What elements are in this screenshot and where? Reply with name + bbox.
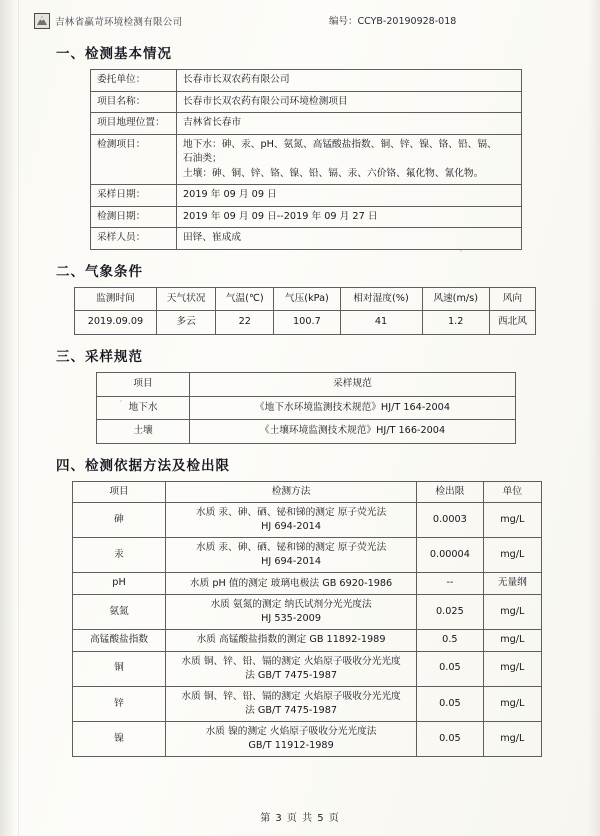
method-unit-nickel: mg/L	[483, 721, 541, 756]
basic-label-samplers: 采样人员：	[91, 228, 177, 250]
method-header-limit: 检出限	[417, 481, 484, 503]
basic-items-line2: 石油类；	[183, 153, 222, 165]
page-fold-line	[18, 0, 19, 836]
basic-value-sampling-date: 2019 年 09 月 09 日	[177, 185, 522, 207]
weather-table	[74, 287, 536, 335]
method-unit-arsenic: mg/L	[483, 503, 541, 538]
table-row	[73, 538, 542, 573]
method-item-zinc: 锌	[73, 686, 166, 721]
basic-label-items: 检测项目：	[91, 134, 177, 185]
table-header-row	[73, 481, 542, 503]
method-unit-copper: mg/L	[483, 651, 541, 686]
method-header-method: 检测方法	[166, 481, 417, 503]
table-row	[91, 113, 522, 135]
table-row	[91, 134, 522, 185]
spec-standard-groundwater: 《地下水环境监测技术规范》HJ/T 164-2004	[190, 396, 516, 420]
spec-header-item: 项目	[97, 373, 190, 397]
method-item-permanganate: 高锰酸盐指数	[73, 630, 166, 652]
table-row	[73, 503, 542, 538]
method-line1: 水质 汞、砷、硒、铋和锑的测定 原子荧光法	[195, 542, 387, 554]
method-limit-ammonia: 0.025	[417, 595, 484, 630]
table-row	[97, 420, 516, 444]
section-title-basic: 一、检测基本情况	[56, 46, 172, 62]
method-unit-ph: 无量纲	[483, 573, 541, 595]
weather-value-winddirection: 西北风	[489, 311, 535, 335]
method-line2: HJ 694-2014	[261, 556, 321, 568]
weather-value-windspeed: 1.2	[422, 311, 489, 335]
table-row	[73, 686, 542, 721]
method-line2: 法 GB/T 7475-1987	[245, 704, 338, 716]
method-item-ph: pH	[73, 573, 166, 595]
document-code-label: 编号：	[329, 16, 358, 27]
weather-value-humidity: 41	[340, 311, 422, 335]
table-row	[91, 185, 522, 207]
method-item-nickel: 镍	[73, 721, 166, 756]
weather-header-condition: 天气状况	[156, 287, 215, 311]
method-method-permanganate: 水质 高锰酸盐指数的测定 GB 11892-1989	[166, 630, 417, 652]
method-method-ammonia	[166, 595, 417, 630]
spec-item-soil: 土壤	[97, 420, 190, 444]
company-seal-icon	[34, 13, 50, 29]
method-limit-permanganate: 0.5	[417, 630, 484, 652]
spec-header-standard: 采样规范	[190, 373, 516, 397]
method-method-nickel	[166, 721, 417, 756]
basic-value-items	[177, 134, 522, 185]
weather-header-windspeed: 风速(m/s)	[422, 287, 489, 311]
method-unit-permanganate: mg/L	[483, 630, 541, 652]
section-title-weather: 二、气象条件	[56, 263, 143, 280]
basic-items-line3: 土壤：砷、铜、锌、铬、镍、铅、镉、汞、六价铬、氟化物、氰化物。	[183, 167, 484, 179]
method-line1: 水质 氨氮的测定 纳氏试剂分光光度法	[210, 599, 372, 610]
section-title-method: 四、检测依据方法及检出限	[56, 457, 230, 474]
method-limit-nickel: 0.05	[417, 721, 484, 756]
method-item-copper: 铜	[73, 651, 166, 686]
document-code	[329, 13, 456, 27]
method-limit-mercury: 0.00004	[417, 538, 484, 573]
basic-label-project-name: 项目名称：	[91, 91, 177, 113]
table-row	[73, 630, 542, 652]
table-row	[91, 206, 522, 228]
document-code-value: CCYB-20190928-018	[357, 16, 457, 27]
basic-label-client: 委托单位：	[91, 70, 177, 92]
method-item-mercury: 汞	[73, 538, 166, 573]
weather-value-condition: 多云	[156, 311, 215, 335]
spec-standard-soil: 《土壤环境监测技术规范》HJ/T 166-2004	[190, 420, 516, 444]
method-limit-copper: 0.05	[417, 651, 484, 686]
weather-value-time: 2019.09.09	[75, 311, 157, 335]
method-line2: HJ 535-2009	[261, 613, 321, 625]
basic-value-project-name: 长春市长双农药有限公司环境检测项目	[177, 91, 522, 113]
weather-header-humidity: 相对湿度(%)	[340, 287, 422, 311]
basic-label-sampling-date: 采样日期：	[91, 185, 177, 207]
weather-value-temperature: 22	[216, 311, 274, 335]
table-row	[73, 573, 542, 595]
method-line2: HJ 694-2014	[261, 521, 321, 533]
weather-value-pressure: 100.7	[274, 311, 340, 335]
company-name: 吉林省赢苛环境检测有限公司	[55, 17, 183, 28]
basic-items-line1: 地下水：砷、汞、pH、氨氮、高锰酸盐指数、铜、锌、镍、铬、铅、镉、	[183, 138, 497, 150]
method-line2: 法 GB/T 7475-1987	[245, 669, 338, 681]
table-row	[73, 651, 542, 686]
table-row	[73, 595, 542, 630]
basic-label-test-date: 检测日期：	[91, 206, 177, 228]
basic-value-test-date: 2019 年 09 月 09 日--2019 年 09 月 27 日	[177, 206, 522, 228]
basic-value-samplers: 田铎、崔成成	[177, 228, 522, 250]
method-line1: 水质 镍的测定 火焰原子吸收分光光度法	[205, 725, 377, 737]
method-limit-arsenic: 0.0003	[417, 503, 484, 538]
table-header-row	[97, 373, 516, 397]
method-method-copper	[166, 651, 417, 686]
sampling-spec-table	[96, 372, 516, 444]
table-row	[73, 721, 542, 756]
table-header-row	[75, 287, 536, 311]
document-header	[34, 10, 574, 32]
method-unit-mercury: mg/L	[483, 538, 541, 573]
table-row	[97, 396, 516, 420]
method-line1: 水质 铜、锌、铅、镉的测定 火焰原子吸收分光光度	[181, 690, 401, 702]
table-row	[75, 311, 536, 335]
method-method-zinc	[166, 686, 417, 721]
weather-header-winddirection: 风向	[489, 287, 535, 311]
basic-label-location: 项目地理位置：	[91, 113, 177, 135]
method-line1: 水质 汞、砷、硒、铋和锑的测定 原子荧光法	[195, 507, 387, 519]
weather-header-temperature: 气温(℃)	[216, 287, 274, 311]
method-method-arsenic	[166, 503, 417, 538]
method-limit-ph: --	[417, 573, 484, 595]
method-item-ammonia: 氨氮	[73, 595, 166, 630]
basic-value-client: 长春市长双农药有限公司	[177, 70, 522, 92]
method-unit-zinc: mg/L	[483, 686, 541, 721]
method-header-unit: 单位	[483, 481, 541, 503]
method-unit-ammonia: mg/L	[483, 595, 541, 630]
method-line1: 水质 铜、锌、铅、镉的测定 火焰原子吸收分光光度	[181, 655, 401, 667]
basic-info-table	[90, 69, 522, 250]
weather-header-time: 监测时间	[75, 287, 157, 311]
method-item-arsenic: 砷	[73, 503, 166, 538]
table-row	[91, 70, 522, 92]
basic-value-location: 吉林省长春市	[177, 113, 522, 135]
method-method-mercury	[166, 538, 417, 573]
table-row	[91, 91, 522, 113]
method-header-item: 项目	[73, 481, 166, 503]
page-footer: 第 3 页 共 5 页	[260, 813, 340, 824]
section-title-spec: 三、采样规范	[56, 349, 143, 366]
method-method-ph: 水质 pH 值的测定 玻璃电极法 GB 6920-1986	[166, 573, 417, 595]
method-limit-zinc: 0.05	[417, 686, 484, 721]
method-table	[72, 481, 542, 757]
table-row	[91, 228, 522, 250]
spec-item-groundwater: 地下水	[97, 396, 190, 420]
weather-header-pressure: 气压(kPa)	[274, 287, 340, 311]
method-line2: GB/T 11912-1989	[248, 739, 334, 751]
